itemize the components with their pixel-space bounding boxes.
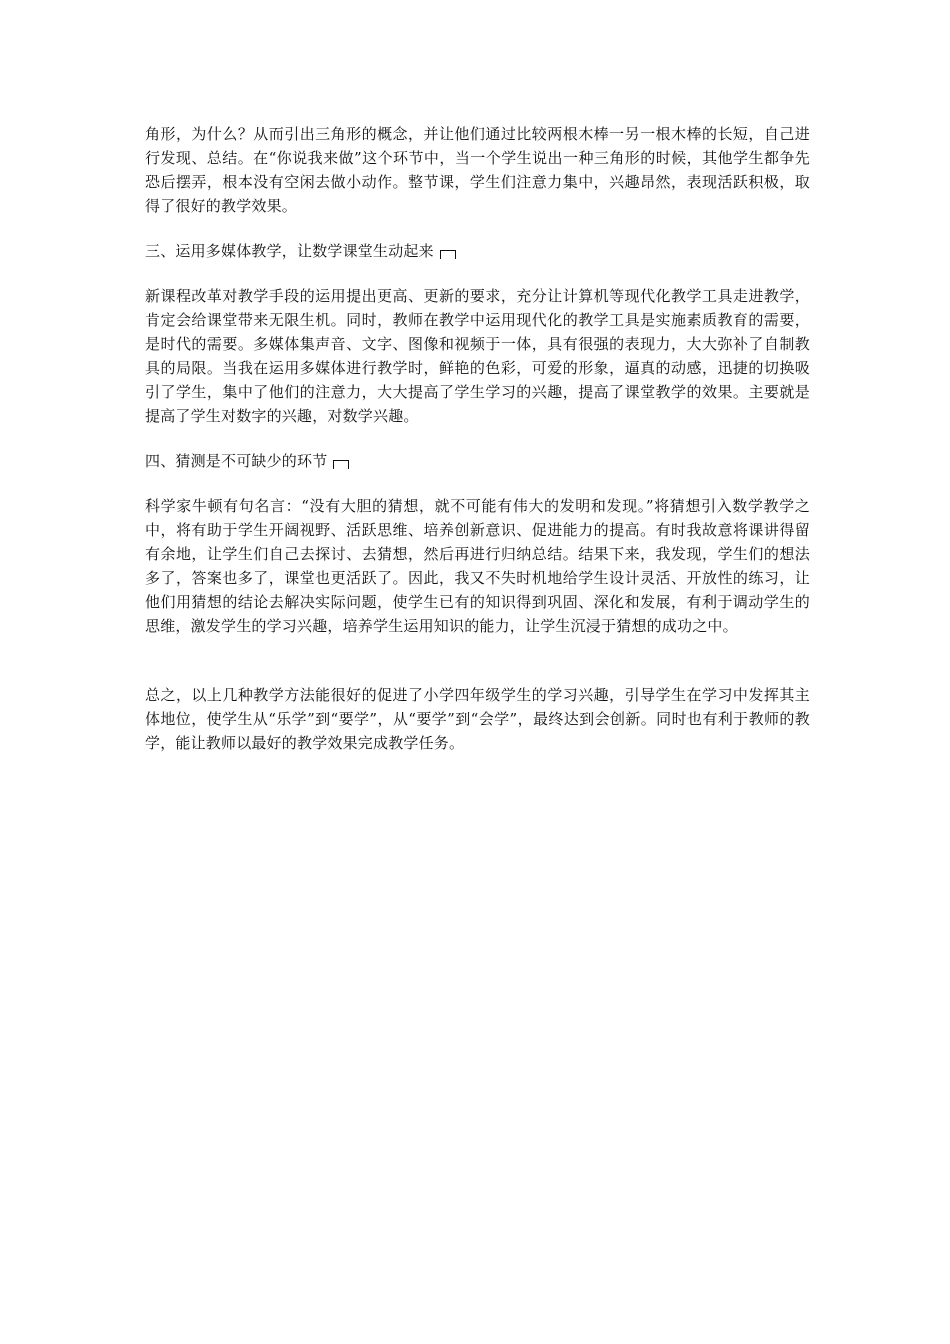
paragraph-multimedia: 新课程改革对教学手段的运用提出更高、更新的要求，充分让计算机等现代化教学工具走进教学，肯定会给课堂带来无限生机。同时，教师在教学中运用现代化的教学工具是实施素质教育的需要，是时代的需要。多媒体集声音、文字、图像和视频于一体，具有很强的表现力，大大弥补了自制教具的局限。当我在运用多媒体进行教学时，鲜艳的色彩，可爱的形象，逼真的动感，迅捷的切换吸引了学生，集中了他们的注意力，大大提高了学生学习的兴趣，提高了课堂教学的效果。主要就是提高了学生对数字的兴趣，对数学兴趣。 xyxy=(145,287,810,425)
bracket-mark-icon xyxy=(440,250,456,259)
spacer xyxy=(145,473,810,494)
paragraph-conclusion: 总之，以上几种教学方法能很好的促进了小学四年级学生的学习兴趣，引导学生在学习中发挥其主体地位，使学生从“乐学”到“要学”，从“要学”到“会学”，最终达到会创新。同时也有利于教师的教学，能让教师以最好的教学效果完成教学任务。 xyxy=(145,686,810,752)
section-heading-guessing-text: 四、猜测是不可缺少的环节 xyxy=(145,452,328,470)
spacer xyxy=(145,638,810,683)
paragraph-triangle-activity: 角形，为什么？从而引出三角形的概念，并让他们通过比较两根木棒一另一根木棒的长短，自己进行发现、总结。在“你说我来做”这个环节中，当一个学生说出一种三角形的时候，其他学生都争先恐后摆弄，根本没有空闲去做小动作。整节课，学生们注意力集中，兴趣昂然，表现活跃积极，取得了很好的教学效果。 xyxy=(145,125,810,215)
bracket-mark-icon xyxy=(333,460,349,469)
spacer xyxy=(145,428,810,449)
section-heading-multimedia-text: 三、运用多媒体教学，让数学课堂生动起来 xyxy=(145,242,434,260)
spacer xyxy=(145,218,810,239)
spacer xyxy=(145,263,810,284)
section-heading-multimedia xyxy=(145,239,810,263)
paragraph-guessing: 科学家牛顿有句名言：“没有大胆的猜想，就不可能有伟大的发明和发现。”将猜想引入数学教学之中，将有助于学生开阔视野、活跃思维、培养创新意识、促进能力的提高。有时我故意将课讲得留有余地，让学生们自己去探讨、去猜想，然后再进行归纳总结。结果下来，我发现，学生们的想法多了，答案也多了，课堂也更活跃了。因此，我又不失时机地给学生设计灵活、开放性的练习，让他们用猜想的结论去解决实际问题，使学生已有的知识得到巩固、深化和发展，有利于调动学生的思维，激发学生的学习兴趣，培养学生运用知识的能力，让学生沉浸于猜想的成功之中。 xyxy=(145,497,810,635)
document-page xyxy=(145,122,810,755)
section-heading-guessing xyxy=(145,449,810,473)
